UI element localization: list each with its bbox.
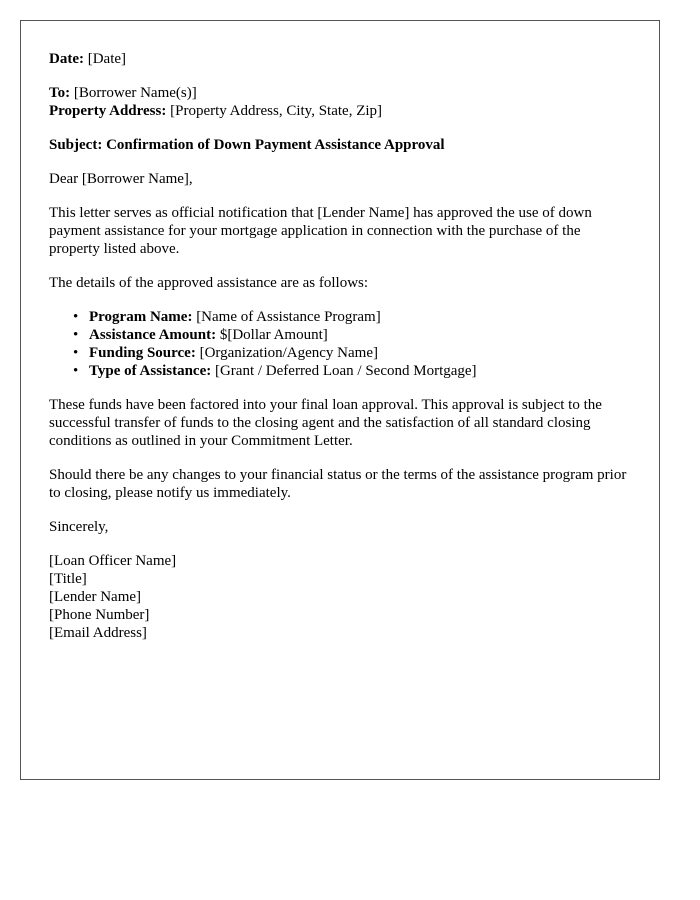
signature-phone: [Phone Number] — [49, 607, 150, 623]
subject-line: Subject: Confirmation of Down Payment Assistance Approval — [49, 137, 445, 153]
detail-value: $[Dollar Amount] — [219, 327, 328, 343]
to-value: [Borrower Name(s)] — [73, 85, 197, 101]
property-address-label: Property Address: — [49, 103, 167, 119]
detail-value: [Name of Assistance Program] — [196, 309, 381, 325]
to-label: To: — [49, 85, 71, 101]
assistance-details-list — [49, 308, 631, 380]
salutation: Dear [Borrower Name], — [49, 171, 193, 187]
detail-label: Assistance Amount: — [89, 327, 217, 343]
detail-label: Program Name: — [89, 309, 193, 325]
signature-block — [49, 552, 631, 642]
signature-officer: [Loan Officer Name] — [49, 553, 177, 569]
date-label: Date: — [49, 51, 84, 67]
intro-paragraph: This letter serves as official notification that [Lender Name] has approved the use of down payment assistance for your mortgage application in connection with the purchase of the property listed above. — [49, 205, 592, 257]
conditions-paragraph: These funds have been factored into your final loan approval. This approval is subject to the successful transfer of funds to the closing agent and the satisfaction of all standard closing conditions as outlined in your Commitment Letter. — [49, 397, 602, 449]
letter-document — [20, 20, 660, 780]
list-item-assistance-amount — [73, 326, 631, 344]
detail-label: Funding Source: — [89, 345, 196, 361]
details-intro: The details of the approved assistance are as follows: — [49, 275, 369, 291]
date-line — [49, 50, 631, 68]
signature-lender: [Lender Name] — [49, 589, 142, 605]
detail-value: [Grant / Deferred Loan / Second Mortgage] — [214, 363, 477, 379]
property-address-value: [Property Address, City, State, Zip] — [170, 103, 383, 119]
signature-email: [Email Address] — [49, 625, 147, 641]
to-line — [49, 84, 631, 102]
changes-paragraph: Should there be any changes to your financial status or the terms of the assistance program prior to closing, please notify us immediately. — [49, 467, 627, 501]
list-item-type-of-assistance — [73, 362, 631, 380]
closing: Sincerely, — [49, 519, 109, 535]
detail-label: Type of Assistance: — [89, 363, 212, 379]
date-value: [Date] — [87, 51, 127, 67]
recipient-block — [49, 84, 631, 120]
bullet-icon: • — [73, 345, 79, 361]
bullet-icon: • — [73, 309, 79, 325]
detail-value: [Organization/Agency Name] — [199, 345, 378, 361]
signature-title: [Title] — [49, 571, 87, 587]
list-item-funding-source — [73, 344, 631, 362]
property-address-line — [49, 102, 631, 120]
list-item-program-name — [73, 308, 631, 326]
bullet-icon: • — [73, 327, 79, 343]
bullet-icon: • — [73, 363, 79, 379]
